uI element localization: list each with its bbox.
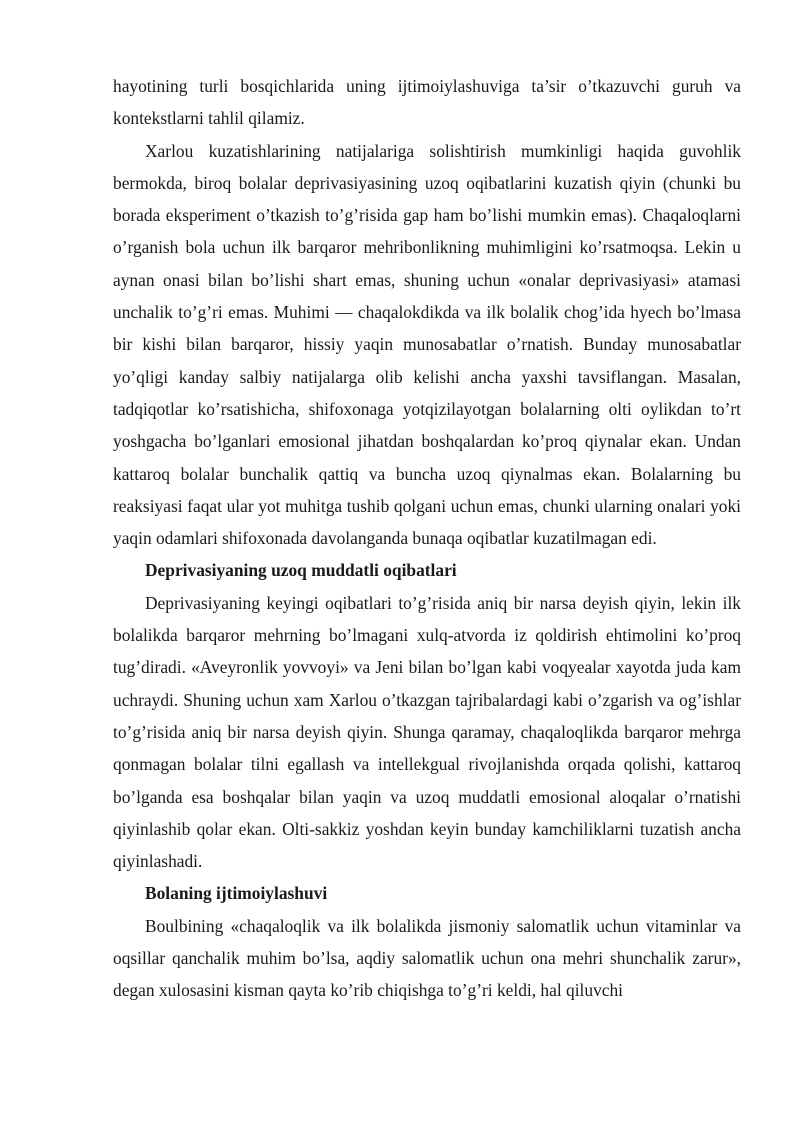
paragraph-continuation: hayotining turli bosqichlarida uning ijtimoiylashuviga ta’sir o’tkazuvchi guruh va kontekstlarni tahlil qilamiz. — [113, 76, 741, 129]
document-page — [113, 70, 741, 1007]
paragraph-later-consequences: Deprivasiyaning keyingi oqibatlari to’g’risida aniq bir narsa deyish qiyin, lekin ilk bolalikda barqaror mehrning bo’lmagani xulq-atvorda iz qoldirish ehtimolini ko’proq tug’diradi. «Aveyronlik yovvoyi» va Jeni bilan bo’lgan kabi voqyealar xayotda juda kam uchraydi. Shuning uchun xam Xarlou o’tkazgan tajribalardagi kabi o’zgarish va og’ishlar to’g’risida aniq bir narsa deyish qiyin. Shunga qaramay, chaqaloqlikda barqaror mehrga qonmagan bolalar tilni egallash va intellekgual rivojlanishda orqada qolishi, kattaroq bo’lganda esa boshqalar bilan yaqin va uzoq muddatli emosional aloqalar o’rnatishi qiyinlashib qolar ekan. Olti-sakkiz yoshdan keyin bunday kamchiliklarni tuzatish ancha qiyinlashadi. — [113, 592, 741, 872]
paragraph-harlow-observations: Xarlou kuzatishlarining natijalariga solishtirish mumkinligi haqida guvohlik bermokda, biroq bolalar deprivasiyasining uzoq oqibatlarini kuzatish qiyin (chunki bu borada eksperiment o’tkazish to’g’risida gap ham bo’lishi mumkin emas). Chaqaloqlarni o’rganish bola uchun ilk barqaror mehribonlikning muhimligini ko’rsatmoqsa. Lekin u aynan onasi bilan bo’lishi shart emas, shuning uchun «onalar deprivasiyasi» atamasi unchalik to’g’ri emas. Muhimi — chaqalokdikda va ilk bolalik chog’ida hyech bo’lmasa bir kishi bilan barqaror, hissiy yaqin munosabatlar o’rnatish. Bunday munosabatlar yo’qligi kanday salbiy natijalarga olib kelishi ancha yaxshi tavsiflangan. Masalan, tadqiqotlar ko’rsatishicha, shifoxonaga yotqizilayotgan bolalarning olti oylikdan to’rt yoshgacha bo’lganlari emosional jihatdan boshqalardan ko’proq qiynalar ekan. Undan kattaroq bolalar bunchalik qattiq va buncha uzoq qiynalmas ekan. Bolalarning bu reaksiyasi faqat ular yot muhitga tushib qolgani uchun emas, chunki ularning onalari yoki yaqin odamlari shifoxonada davolanganda bunaqa oqibatlar kuzatilmagan edi. — [113, 140, 741, 549]
section-heading-long-term-consequences: Deprivasiyaning uzoq muddatli oqibatlari — [145, 560, 457, 581]
paragraph-bowlby-conclusion: Boulbining «chaqaloqlik va ilk bolalikda jismoniy salomatlik uchun vitaminlar va oqsillar qanchalik muhim bo’lsa, aqdiy salomatlik uchun ona mehri shunchalik zarur», degan xulosasini kisman qayta ko’rib chiqishga to’g’ri keldi, hal qiluvchi — [113, 915, 741, 1001]
section-heading-child-socialization: Bolaning ijtimoiylashuvi — [145, 883, 328, 904]
